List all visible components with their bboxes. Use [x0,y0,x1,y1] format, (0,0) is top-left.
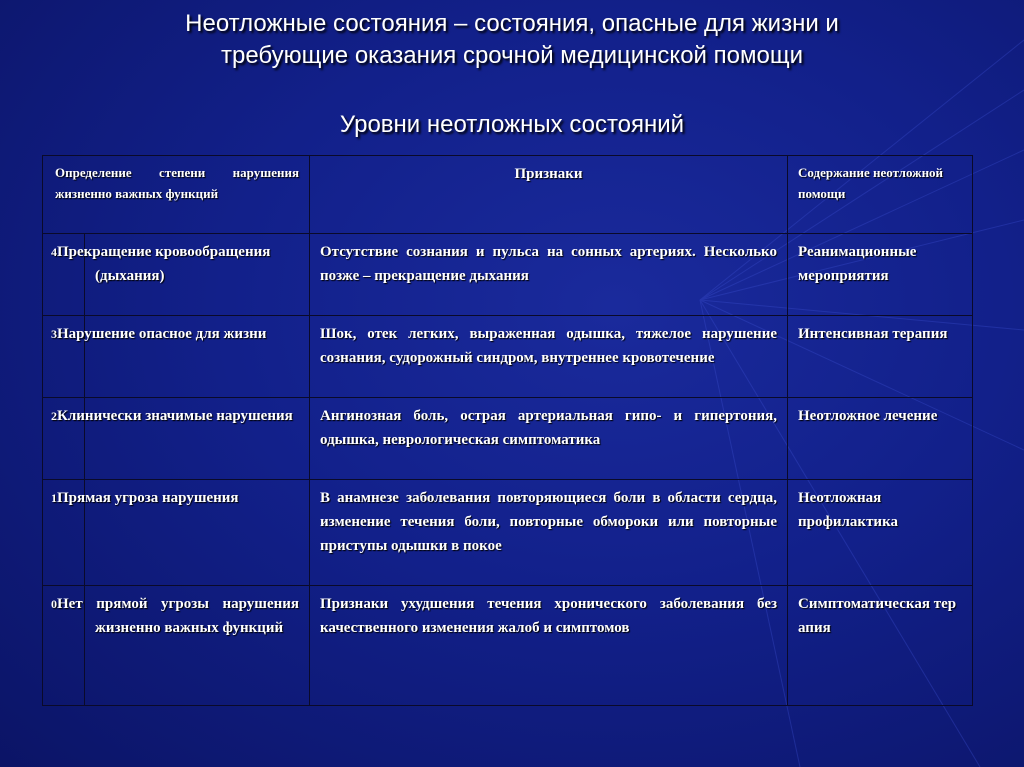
care-cell: Неотложная профилактика [788,480,973,586]
header-row [43,156,973,234]
slide-subtitle: Уровни неотложных состояний [339,111,685,138]
care-cell: Реанимационные мероприятия [788,234,973,316]
table-row [43,316,973,398]
header-care: Содержание неотложной помощи [788,156,973,234]
signs-cell: Ангинозная боль, острая артериальная гипо- и гипертония, одышка, неврологическая симптоматика [310,398,788,480]
care-cell: Неотложное лечение [788,398,973,480]
definition-cell: Прекращение кровообращения (дыхания) [85,234,310,316]
header-signs: Признаки [310,156,788,234]
signs-cell: Отсутствие сознания и пульса на сонных артериях. Несколько позже – прекращение дыхания [310,234,788,316]
level-cell: 4 [43,234,85,316]
level-cell: 3 [43,316,85,398]
title-line-2: требующие оказания срочной медицинской помощи [221,42,803,69]
slide-title [0,8,1024,72]
signs-cell: Признаки ухудшения течения хронического заболевания без качественного изменения жалоб и симптомов [310,586,788,706]
care-cell: Симптоматическая терапия [788,586,973,706]
table-row [43,398,973,480]
definition-cell: Прямая угроза нарушения [85,480,310,586]
header-definition: Определение степени нарушения жизненно важных функций [43,156,310,234]
table-row [43,480,973,586]
definition-cell: Нарушение опасное для жизни [85,316,310,398]
signs-cell: В анамнезе заболевания повторяющиеся боли в области сердца, изменение течения боли, повторные обмороки или повторные приступы одышки в покое [310,480,788,586]
care-cell: Интенсивная терапия [788,316,973,398]
urgency-levels-table [42,155,973,706]
level-cell: 0 [43,586,85,706]
signs-cell: Шок, отек легких, выраженная одышка, тяжелое нарушение сознания, судорожный синдром, внутреннее кровотечение [310,316,788,398]
title-line-1: Неотложные состояния – состояния, опасные для жизни и [185,10,839,37]
table-row [43,586,973,706]
level-cell: 1 [43,480,85,586]
definition-cell: Нет прямой угрозы нарушения жизненно важных функций [85,586,310,706]
definition-cell: Клинически значимые нарушения [85,398,310,480]
table-row [43,234,973,316]
level-cell: 2 [43,398,85,480]
